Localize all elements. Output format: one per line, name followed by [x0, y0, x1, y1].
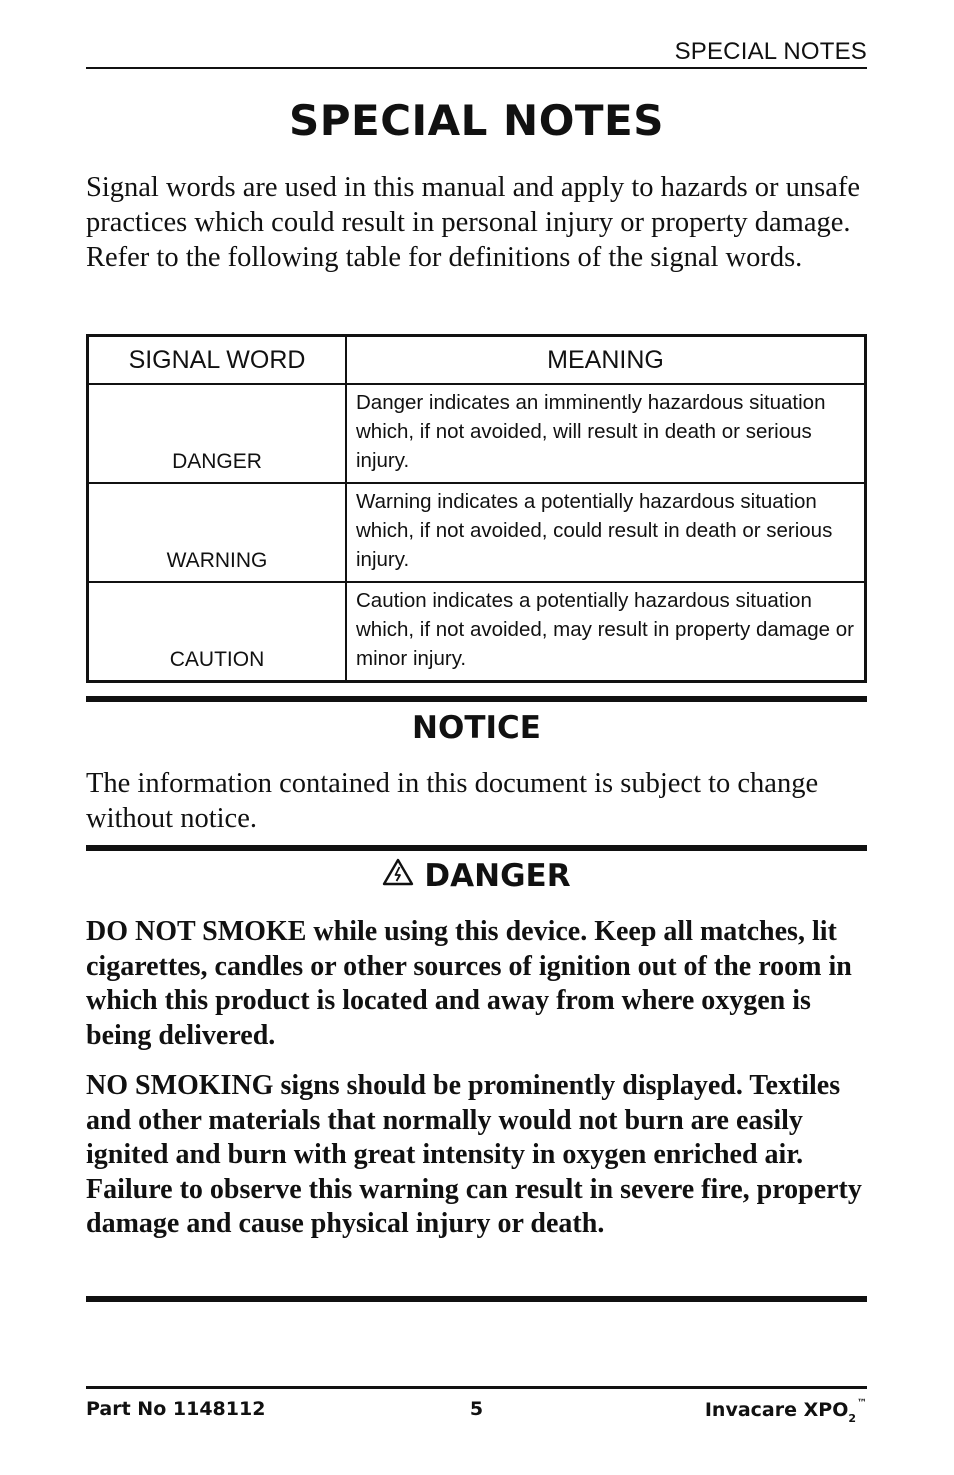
danger-title: DANGER	[424, 858, 571, 894]
danger-paragraph-1: DO NOT SMOKE while using this device. Keep all matches, lit cigarettes, candles or other sources of ignition out of the room in which this product is located and away from where oxygen is being delivered.	[86, 916, 852, 1051]
running-head: SPECIAL NOTES	[674, 38, 867, 65]
table-row	[88, 582, 866, 681]
trademark-mark: ™	[857, 1398, 867, 1409]
page-number: 5	[469, 1398, 484, 1420]
product-name-text: Invacare XPO	[704, 1399, 849, 1421]
danger-top-rule	[86, 845, 867, 851]
part-number: Part No 1148112	[86, 1398, 266, 1420]
signal-word-cell: WARNING	[88, 483, 347, 582]
notice-title: NOTICE	[412, 710, 541, 746]
page-footer	[86, 1398, 867, 1426]
meaning-cell: Danger indicates an imminently hazardous situation which, if not avoided, will result in death or serious injury.	[346, 384, 866, 483]
notice-text: The information contained in this document is subject to change without notice.	[86, 768, 819, 834]
column-header-meaning: MEANING	[346, 336, 866, 385]
footer-rule	[86, 1386, 867, 1389]
intro-paragraph: Signal words are used in this manual and apply to hazards or unsafe practices which could result in personal injury or property damage. Refer to the following table for definitions of the signal words.	[86, 172, 861, 273]
signal-word-cell: DANGER	[88, 384, 347, 483]
danger-bottom-rule	[86, 1296, 867, 1302]
page-title: SPECIAL NOTES	[288, 96, 664, 145]
header-rule	[86, 67, 867, 69]
notice-top-rule	[86, 696, 867, 702]
meaning-cell: Warning indicates a potentially hazardous situation which, if not avoided, could result in death or serious injury.	[346, 483, 866, 582]
column-header-signal-word: SIGNAL WORD	[88, 336, 347, 385]
product-name	[705, 1398, 867, 1425]
danger-paragraph-2: NO SMOKING signs should be prominently displayed. Textiles and other materials that normally would not burn are easily ignited and burn with great intensity in oxygen enriched air. Failure to observe this warning can result in severe fire, property damage and cause physical injury or death.	[86, 1070, 862, 1240]
signal-word-table	[86, 334, 867, 683]
signal-word-cell: CAUTION	[88, 582, 347, 681]
warning-triangle-icon	[382, 858, 414, 894]
table-row	[88, 384, 866, 483]
meaning-cell: Caution indicates a potentially hazardous situation which, if not avoided, may result in property damage or minor injury.	[346, 582, 866, 681]
table-row	[88, 483, 866, 582]
product-subscript: 2	[848, 1412, 856, 1425]
danger-heading	[86, 858, 867, 894]
table-header-row	[88, 336, 866, 385]
